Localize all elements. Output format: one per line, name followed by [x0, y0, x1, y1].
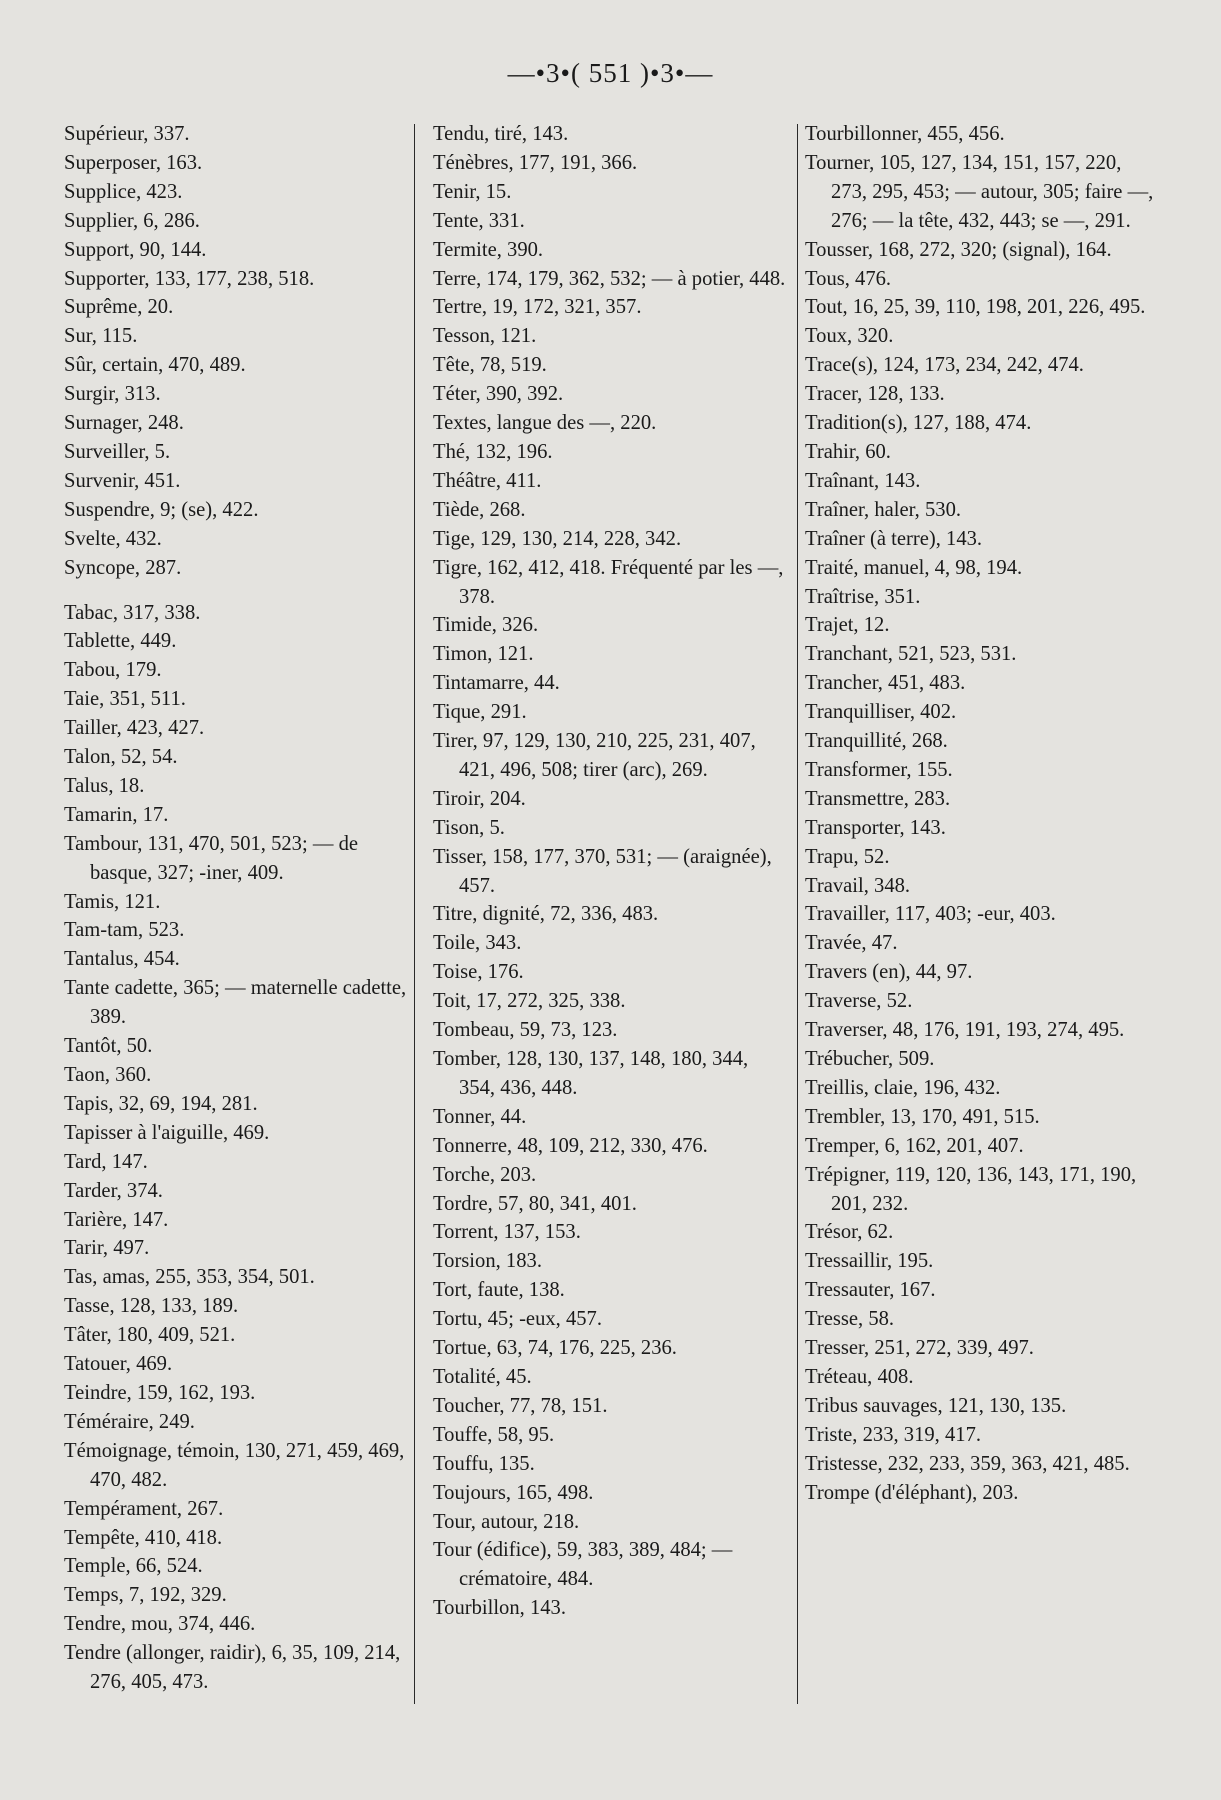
index-entry: Tête, 78, 519. — [433, 354, 547, 377]
index-entry: Tonnerre, 48, 109, 212, 330, 476. — [433, 1134, 708, 1157]
index-entry: Tombeau, 59, 73, 123. — [433, 1019, 618, 1042]
index-entry: Tige, 129, 130, 214, 228, 342. — [433, 527, 682, 550]
index-column-3 — [805, 120, 1160, 1508]
index-entry: Tranchant, 521, 523, 531. — [805, 643, 1017, 666]
index-entry: Timide, 326. — [433, 614, 539, 637]
index-entry: Talon, 52, 54. — [64, 746, 178, 769]
index-entry: Syncope, 287. — [64, 556, 182, 579]
index-entry: Torsion, 183. — [433, 1250, 542, 1273]
index-entry: Tendu, tiré, 143. — [433, 123, 569, 145]
index-entry: Tablette, 449. — [64, 630, 177, 653]
index-entry: Toux, 320. — [805, 325, 894, 348]
index-entry: Tendre, mou, 374, 446. — [64, 1613, 256, 1636]
index-entry: Traîner, haler, 530. — [805, 498, 962, 521]
index-entry: Tressaillir, 195. — [805, 1250, 934, 1273]
index-entry: Tapis, 32, 69, 194, 281. — [64, 1092, 258, 1115]
index-entry: Travers (en), 44, 97. — [805, 961, 973, 984]
index-entry: Tomber, 128, 130, 137, 148, 180, 344, 354, 436, 448. — [433, 1048, 749, 1099]
index-entry: Sûr, certain, 470, 489. — [64, 354, 246, 377]
index-entry: Traité, manuel, 4, 98, 194. — [805, 556, 1023, 579]
index-entry: Suprême, 20. — [64, 296, 174, 319]
index-entry: Taon, 360. — [64, 1064, 152, 1086]
index-entry: Trace(s), 124, 173, 234, 242, 474. — [805, 354, 1084, 377]
index-entry: Tesson, 121. — [433, 325, 537, 348]
index-entry: Tabou, 179. — [64, 659, 162, 682]
index-entry: Tour, autour, 218. — [433, 1510, 580, 1533]
index-column-2 — [433, 120, 788, 1623]
index-entry: Tourbillonner, 455, 456. — [805, 123, 1005, 145]
index-entry: Tressauter, 167. — [805, 1279, 936, 1302]
index-entry: Trahir, 60. — [805, 440, 891, 463]
index-entry: Témoignage, témoin, 130, 271, 459, 469, 470, 482. — [64, 1439, 405, 1491]
index-entry: Trépigner, 119, 120, 136, 143, 171, 190, 201, 232. — [805, 1163, 1137, 1215]
index-entry: Tison, 5. — [433, 816, 505, 839]
index-entry: Tenir, 15. — [433, 180, 512, 203]
index-entry: Tiroir, 204. — [433, 787, 526, 810]
index-entry: Superposer, 163. — [64, 151, 203, 174]
index-entry: Tiède, 268. — [433, 498, 526, 521]
index-entry: Tempérament, 267. — [64, 1497, 224, 1520]
index-entry: Tintamarre, 44. — [433, 672, 560, 695]
index-entry: Tortue, 63, 74, 176, 225, 236. — [433, 1337, 677, 1360]
index-entry: Teindre, 159, 162, 193. — [64, 1381, 256, 1404]
index-entry: Taie, 351, 511. — [64, 688, 186, 711]
index-entry: Tas, amas, 255, 353, 354, 501. — [64, 1266, 315, 1289]
index-entry: Textes, langue des —, 220. — [433, 412, 657, 435]
index-entry: Thé, 132, 196. — [433, 440, 553, 463]
index-entry: Tard, 147. — [64, 1150, 148, 1173]
column-divider — [414, 124, 415, 1704]
index-entry: Tort, faute, 138. — [433, 1279, 565, 1302]
index-entry: Terre, 174, 179, 362, 532; — à potier, 448. — [433, 267, 786, 290]
index-entry: Tirer, 97, 129, 130, 210, 225, 231, 407, 421, 496, 508; tirer (arc), 269. — [433, 730, 756, 781]
index-entry: Titre, dignité, 72, 336, 483. — [433, 903, 659, 926]
index-entry: Termite, 390. — [433, 238, 544, 261]
index-entry: Travée, 47. — [805, 932, 898, 955]
index-entry: Tresse, 58. — [805, 1308, 895, 1331]
index-entry: Tonner, 44. — [433, 1105, 527, 1128]
index-entry: Tente, 331. — [433, 209, 525, 232]
index-entry: Téter, 390, 392. — [433, 383, 564, 406]
index-entry: Tigre, 162, 412, 418. Fréquenté par les —, 378. — [433, 556, 784, 608]
index-entry: Tous, 476. — [805, 267, 892, 290]
index-entry: Talus, 18. — [64, 774, 145, 797]
index-entry: Tribus sauvages, 121, 130, 135. — [805, 1394, 1067, 1417]
index-entry: Tabac, 317, 338. — [64, 601, 201, 624]
index-entry: Tantalus, 454. — [64, 948, 180, 971]
index-entry: Tordre, 57, 80, 341, 401. — [433, 1192, 637, 1215]
index-entry: Tourner, 105, 127, 134, 151, 157, 220, 273, 295, 453; — autour, 305; faire —, 276; — la tête, 432, 443; se —, 291. — [805, 151, 1154, 232]
index-entry: Toile, 343. — [433, 932, 522, 955]
index-entry: Traîtrise, 351. — [805, 585, 921, 608]
index-entry: Touffu, 135. — [433, 1452, 535, 1475]
index-entry: Traverse, 52. — [805, 990, 913, 1013]
index-entry: Tréteau, 408. — [805, 1365, 914, 1388]
index-entry: Transformer, 155. — [805, 758, 953, 781]
page-number: —•3•( 551 )•3•— — [507, 58, 714, 88]
index-entry: Ténèbres, 177, 191, 366. — [433, 151, 638, 174]
index-entry: Tique, 291. — [433, 701, 527, 724]
index-entry: Trapu, 52. — [805, 845, 890, 868]
index-entry: Tisser, 158, 177, 370, 531; — (araignée), 457. — [433, 845, 772, 897]
index-entry: Tempête, 410, 418. — [64, 1526, 223, 1549]
index-entry: Treillis, claie, 196, 432. — [805, 1076, 1001, 1099]
index-entry: Sur, 115. — [64, 325, 138, 348]
index-entry: Tambour, 131, 470, 501, 523; — de basque, 327; -iner, 409. — [64, 832, 359, 884]
index-entry: Trébucher, 509. — [805, 1048, 935, 1070]
index-entry: Support, 90, 144. — [64, 238, 207, 261]
index-entry: Toise, 176. — [433, 961, 524, 984]
index-entry: Tarder, 374. — [64, 1179, 163, 1202]
index-entry: Tantôt, 50. — [64, 1035, 153, 1058]
index-entry: Svelte, 432. — [64, 527, 162, 550]
index-entry: Toujours, 165, 498. — [433, 1481, 594, 1504]
index-entry: Téméraire, 249. — [64, 1410, 195, 1433]
index-entry: Transmettre, 283. — [805, 787, 951, 810]
index-entry: Tamis, 121. — [64, 890, 161, 913]
index-entry: Timon, 121. — [433, 643, 534, 666]
index-entry: Tendre (allonger, raidir), 6, 35, 109, 214, 276, 405, 473. — [64, 1642, 401, 1694]
index-entry: Surveiller, 5. — [64, 440, 171, 463]
index-entry: Touffe, 58, 95. — [433, 1423, 555, 1446]
index-entry: Traîner (à terre), 143. — [805, 527, 983, 550]
index-entry: Tremper, 6, 162, 201, 407. — [805, 1134, 1024, 1157]
index-entry: Trésor, 62. — [805, 1221, 894, 1244]
index-entry: Trancher, 451, 483. — [805, 672, 966, 695]
index-entry: Survenir, 451. — [64, 469, 181, 492]
index-entry: Trembler, 13, 170, 491, 515. — [805, 1105, 1040, 1128]
index-entry: Tristesse, 232, 233, 359, 363, 421, 485. — [805, 1452, 1130, 1475]
index-entry: Torrent, 137, 153. — [433, 1221, 581, 1244]
index-entry: Toit, 17, 272, 325, 338. — [433, 990, 626, 1013]
index-entry: Supplice, 423. — [64, 180, 183, 203]
index-entry: Tourbillon, 143. — [433, 1597, 566, 1620]
index-entry: Supporter, 133, 177, 238, 518. — [64, 267, 315, 290]
index-entry: Toucher, 77, 78, 151. — [433, 1394, 608, 1417]
index-entry: Tasse, 128, 133, 189. — [64, 1295, 239, 1318]
index-entry: Tour (édifice), 59, 383, 389, 484; — crématoire, 484. — [433, 1539, 733, 1591]
index-entry: Triste, 233, 319, 417. — [805, 1423, 982, 1446]
index-entry: Tradition(s), 127, 188, 474. — [805, 412, 1032, 435]
index-entry: Tapisser à l'aiguille, 469. — [64, 1121, 270, 1144]
index-entry: Temple, 66, 524. — [64, 1555, 203, 1578]
index-entry: Travail, 348. — [805, 874, 911, 897]
index-entry: Tranquilliser, 402. — [805, 701, 957, 724]
index-entry: Tracer, 128, 133. — [805, 383, 945, 406]
index-entry: Tranquillité, 268. — [805, 730, 948, 753]
index-entry: Tortu, 45; -eux, 457. — [433, 1308, 603, 1331]
index-entry: Tatouer, 469. — [64, 1353, 173, 1376]
index-entry: Tout, 16, 25, 39, 110, 198, 201, 226, 495. — [805, 296, 1146, 319]
index-entry: Surnager, 248. — [64, 412, 184, 435]
index-entry: Tam-tam, 523. — [64, 919, 185, 942]
index-entry: Tresser, 251, 272, 339, 497. — [805, 1337, 1034, 1360]
index-entry: Torche, 203. — [433, 1163, 537, 1186]
index-entry: Tarir, 497. — [64, 1237, 150, 1260]
index-entry: Traînant, 143. — [805, 469, 921, 492]
index-entry: Tousser, 168, 272, 320; (signal), 164. — [805, 238, 1112, 261]
index-entry: Suspendre, 9; (se), 422. — [64, 498, 259, 521]
index-entry: Temps, 7, 192, 329. — [64, 1584, 227, 1607]
index-entry: Tailler, 423, 427. — [64, 717, 205, 740]
index-entry: Théâtre, 411. — [433, 469, 542, 492]
index-entry: Tamarin, 17. — [64, 803, 169, 826]
index-entry: Transporter, 143. — [805, 816, 946, 839]
index-entry: Travailler, 117, 403; -eur, 403. — [805, 903, 1056, 926]
index-entry: Tarière, 147. — [64, 1208, 169, 1231]
index-entry: Totalité, 45. — [433, 1365, 532, 1388]
index-entry: Trajet, 12. — [805, 614, 890, 637]
index-entry: Tertre, 19, 172, 321, 357. — [433, 296, 642, 319]
index-entry: Surgir, 313. — [64, 383, 161, 406]
index-entry: Traverser, 48, 176, 191, 193, 274, 495. — [805, 1019, 1125, 1042]
index-entry: Tante cadette, 365; — maternelle cadette, 389. — [64, 977, 407, 1029]
index-entry: Supérieur, 337. — [64, 123, 190, 145]
index-entry: Trompe (d'éléphant), 203. — [805, 1481, 1019, 1504]
index-column-1 — [64, 120, 410, 1697]
index-entry: Tâter, 180, 409, 521. — [64, 1324, 236, 1347]
index-entry: Supplier, 6, 286. — [64, 209, 200, 232]
column-divider — [797, 124, 798, 1704]
